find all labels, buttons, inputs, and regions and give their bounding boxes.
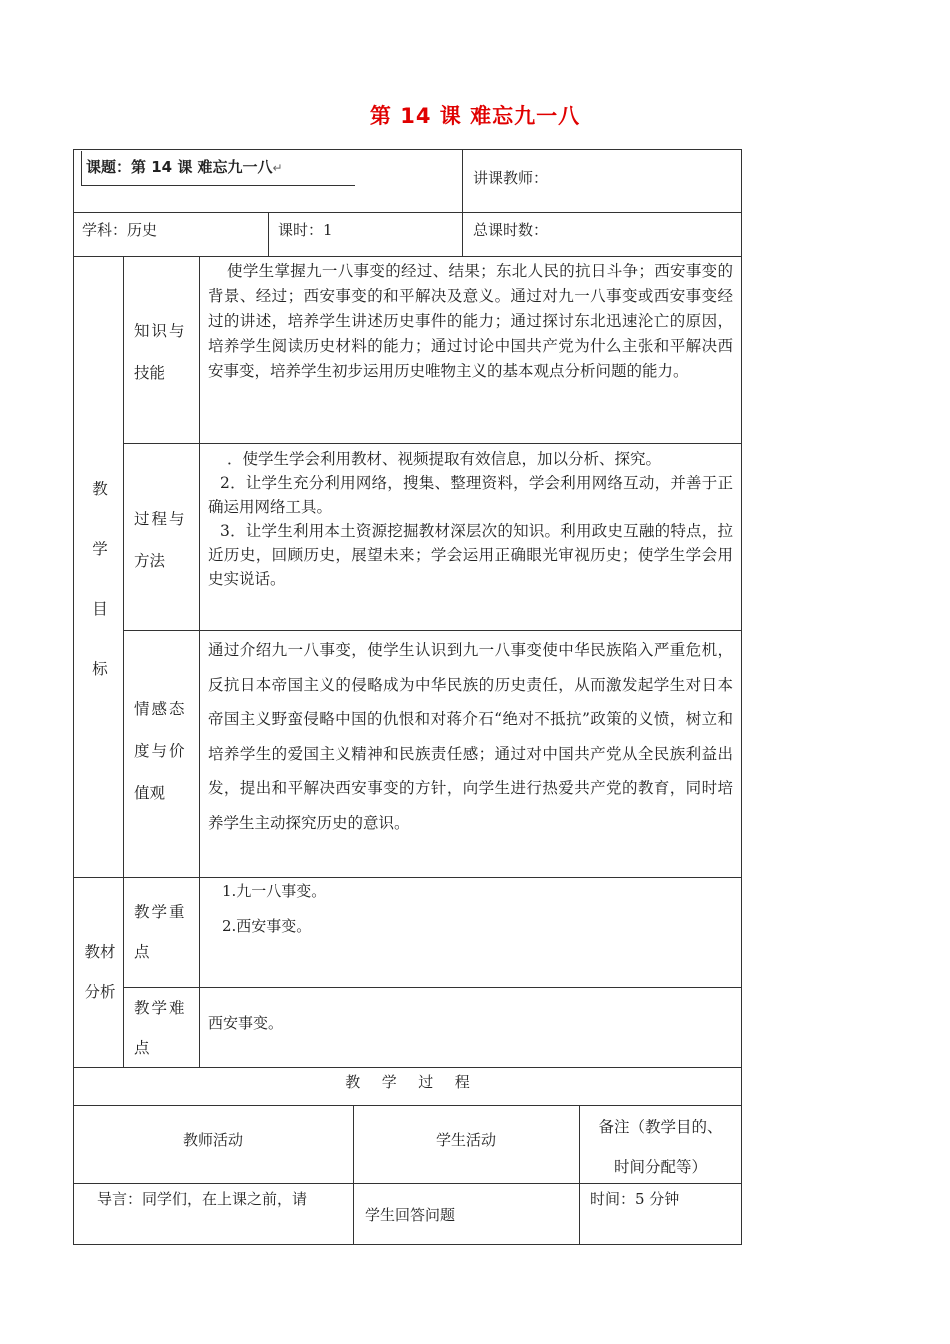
emotion-label: 情感态 度与价 值观: [134, 700, 187, 802]
knowledge-text: 使学生掌握九一八事变的经过、结果；东北人民的抗日斗争；西安事变的背景、经过；西安事变的和平解决及意义。通过对九一八事变或西安事变经过的讲述，培养学生讲述历史事件的能力；通过探讨东北迅速沦亡的原因，培养学生阅读历史材料的能力；通过讨论中国共产党为什么主张和平解决西安事变，培养学生初步运用历史唯物主义的基本观点分析问题的能力。: [208, 262, 733, 380]
col-divider: [199, 256, 200, 1067]
knowledge-label: 知识与 技能: [134, 322, 187, 382]
lesson-title-text: 课题：第 14 课 难忘九一八: [86, 158, 273, 176]
row-divider: [123, 443, 742, 444]
hours-cell: 课时：1: [278, 221, 333, 239]
lesson-title-field: [86, 156, 283, 177]
field-frame-bottom: [81, 185, 355, 186]
goals-group-label: 教 学 目 标: [92, 480, 108, 678]
col-divider: [123, 256, 124, 1067]
row-divider: [73, 1105, 742, 1106]
list-item: 2．让学生充分利用网络，搜集、整理资料，学会利用网络互动，并善于正确运用网络工具。: [208, 474, 733, 516]
notes-cell: 时间：5 分钟: [590, 1190, 680, 1208]
row-divider: [73, 212, 742, 213]
total-hours-cell: 总课时数：: [473, 221, 549, 239]
teacher-label: 讲课教师：: [473, 169, 549, 187]
return-mark-icon: ↵: [272, 161, 283, 175]
row-divider: [73, 256, 742, 257]
col-divider: [268, 212, 269, 256]
difficult-points-label: 教学难 点: [134, 999, 187, 1057]
key-points-label: 教学重 点: [134, 903, 187, 961]
analysis-group-label: 教材 分析: [84, 943, 116, 1001]
row-divider: [73, 877, 742, 878]
row-divider: [123, 987, 742, 988]
key-point-item: 1.九一八事变。: [222, 882, 327, 900]
list-item: ．使学生学会利用教材、视频提取有效信息，加以分析、探究。: [227, 450, 662, 468]
teacher-activity-header: 教师活动: [182, 1131, 243, 1149]
field-frame-left: [81, 151, 82, 185]
col-divider: [353, 1105, 354, 1245]
difficult-point-text: 西安事变。: [208, 1014, 284, 1032]
process-section-title: 教 学 过 程: [345, 1073, 470, 1091]
teacher-activity-cell: 导言：同学们，在上课之前，请: [97, 1190, 308, 1208]
student-activity-cell: 学生回答问题: [365, 1206, 456, 1224]
process-list: [208, 447, 733, 591]
emotion-text: 通过介绍九一八事变，使学生认识到九一八事变使中华民族陷入严重危机，反抗日本帝国主义的侵略成为中华民族的历史责任，从而激发起学生对日本帝国主义野蛮侵略中国的仇恨和对蒋介石“绝对不抵抗”政策的义愤，树立和培养学生的爱国主义精神和民族责任感；通过对中国共产党从全民族利益出发，提出和平解决西安事变的方针，向学生进行热爱共产党的教育，同时培养学生主动探究历史的意识。: [208, 641, 733, 832]
student-activity-header: 学生活动: [435, 1131, 496, 1149]
key-point-item: 2.西安事变。: [222, 917, 312, 935]
document-title: 第 14 课 难忘九一八: [369, 104, 581, 128]
process-label: 过程与 方法: [134, 510, 187, 570]
subject-cell: 学科：历史: [82, 221, 158, 239]
col-divider: [462, 149, 463, 256]
list-item: 3．让学生利用本土资源挖掘教材深层次的知识。利用政史互融的特点，拉近历史，回顾历史，展望未来；学会运用正确眼光审视历史；使学生学会用史实说话。: [208, 522, 733, 588]
row-divider: [123, 630, 742, 631]
notes-header: 备注（教学目的、 时间分配等）: [598, 1118, 723, 1176]
